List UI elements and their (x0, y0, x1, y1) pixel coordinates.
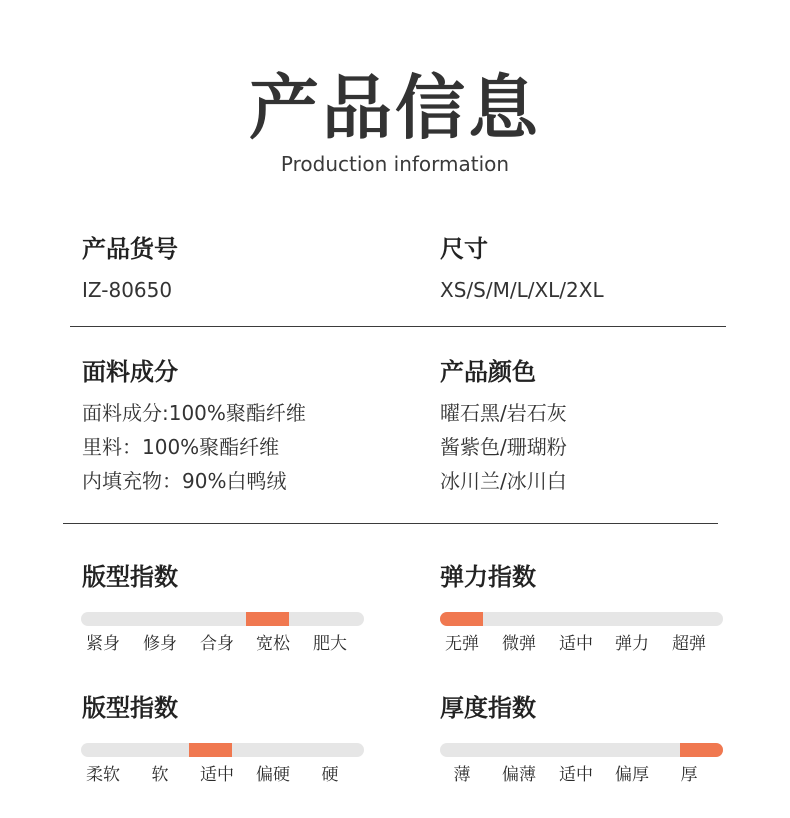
page-title: 产品信息 (249, 67, 541, 149)
softness-tick-label: 适中 (200, 765, 234, 785)
softness-tick-label: 柔软 (86, 765, 120, 785)
softness-index-label: 版型指数 (82, 694, 178, 722)
fit-tick-label: 紧身 (86, 634, 120, 654)
softness-tick-label: 软 (151, 765, 169, 785)
colors-lines (440, 396, 567, 498)
color-line: 酱紫色/珊瑚粉 (440, 435, 567, 459)
elasticity-index-selected-fill (440, 612, 483, 626)
thickness-tick-label: 偏厚 (615, 765, 649, 785)
divider-middle (63, 523, 718, 524)
thickness-index-selected-fill (680, 743, 723, 757)
fit-index-track (81, 612, 364, 626)
material-line: 面料成分:100%聚酯纤维 (82, 401, 306, 425)
material-line: 里料：100%聚酯纤维 (82, 435, 280, 459)
thickness-tick-label: 适中 (559, 765, 593, 785)
size-label: 尺寸 (440, 235, 488, 263)
softness-index-selected-fill (189, 743, 232, 757)
product-no-value: IZ-80650 (82, 278, 173, 302)
thickness-tick-label: 厚 (680, 765, 698, 785)
elasticity-index-label: 弹力指数 (440, 563, 536, 591)
softness-index-track (81, 743, 364, 757)
elasticity-tick-label: 超弹 (672, 634, 706, 654)
elasticity-tick-label: 无弹 (445, 634, 479, 654)
fit-tick-label: 修身 (143, 634, 177, 654)
page-subtitle: Production information (280, 152, 510, 176)
material-label: 面料成分 (82, 358, 178, 386)
elasticity-index-track (440, 612, 723, 626)
elasticity-index-ticks (440, 632, 723, 656)
color-line: 曜石黑/岩石灰 (440, 401, 567, 425)
fit-tick-label: 肥大 (313, 634, 347, 654)
elasticity-tick-label: 微弹 (502, 634, 536, 654)
divider-top (70, 326, 726, 327)
color-line: 冰川兰/冰川白 (440, 469, 567, 493)
size-value: XS/S/M/L/XL/2XL (440, 278, 604, 302)
fit-tick-label: 宽松 (256, 634, 290, 654)
fit-tick-label: 合身 (200, 634, 234, 654)
material-line: 内填充物：90%白鸭绒 (82, 469, 287, 493)
elasticity-tick-label: 适中 (559, 634, 593, 654)
thickness-tick-label: 薄 (453, 765, 471, 785)
elasticity-tick-label: 弹力 (615, 634, 649, 654)
fit-index-label: 版型指数 (82, 563, 178, 591)
material-lines (82, 396, 306, 498)
product-no-label: 产品货号 (82, 235, 178, 263)
fit-index-ticks (81, 632, 364, 656)
thickness-tick-label: 偏薄 (502, 765, 536, 785)
thickness-index-label: 厚度指数 (440, 694, 536, 722)
softness-tick-label: 硬 (321, 765, 339, 785)
thickness-index-track (440, 743, 723, 757)
fit-index-selected-fill (246, 612, 289, 626)
softness-index-ticks (81, 763, 364, 787)
softness-tick-label: 偏硬 (256, 765, 290, 785)
colors-label: 产品颜色 (440, 358, 536, 386)
thickness-index-ticks (440, 763, 723, 787)
